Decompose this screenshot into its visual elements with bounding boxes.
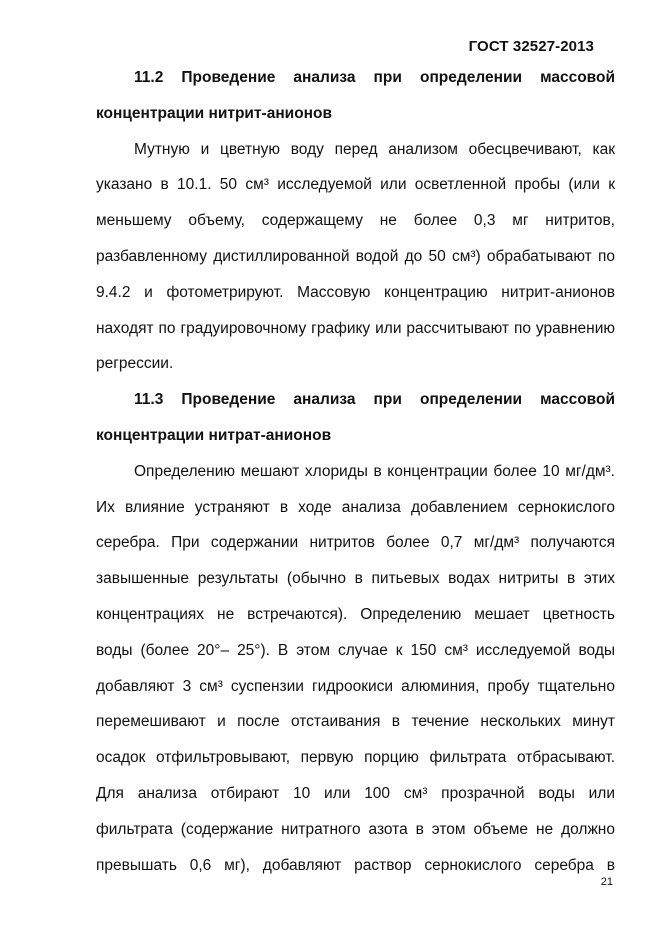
section-heading-line: 11.2 Проведение анализа при определении массовой [134, 69, 615, 86]
section-11-2 [96, 60, 615, 382]
section-heading-line: концентрации нитрит-анионов [96, 104, 333, 122]
paragraph-line: меньшему объему, содержащему не более 0,3 мг нитритов, [96, 212, 615, 230]
paragraph-line: перемешивают и после отстаивания в течение нескольких минут [96, 713, 615, 731]
paragraph-line: воды (более 20°– 25°). В этом случае к 150 см³ исследуемой воды [96, 641, 615, 659]
paragraph-line: Для анализа отбирают 10 или 100 см³ прозрачной воды или [96, 784, 615, 802]
section-11-3 [96, 382, 615, 883]
section-heading-line: 11.3 Проведение анализа при определении массовой [134, 391, 615, 409]
paragraph-line: Определению мешают хлориды в концентрации более 10 мг/дм³. [134, 462, 615, 480]
paragraph-line: указано в 10.1. 50 см³ исследуемой или осветленной пробы (или к [96, 176, 615, 194]
paragraph-line: находят по градуировочному графику или рассчитывают по уравнению [96, 319, 615, 337]
paragraph-line: концентрациях не встречаются). Определению мешает цветность [96, 605, 615, 623]
page-content [96, 60, 615, 883]
paragraph-line: Их влияние устраняют в ходе анализа добавлением сернокислого [96, 498, 615, 516]
paragraph-line: завышенные результаты (обычно в питьевых водах нитриты в этих [96, 570, 615, 588]
paragraph-line: добавляют 3 см³ суспензии гидроокиси алюминия, пробу тщательно [96, 677, 615, 695]
paragraph-line: регрессии. [96, 355, 174, 373]
section-heading-line: концентрации нитрат-анионов [96, 426, 332, 444]
paragraph-line: фильтрата (содержание нитратного азота в этом объеме не должно [96, 820, 615, 838]
paragraph-line: осадок отфильтровывают, первую порцию фильтрата отбрасывают. [96, 749, 615, 767]
paragraph-line: серебра. При содержании нитритов более 0,7 мг/дм³ получаются [96, 534, 615, 552]
document-code-header: ГОСТ 32527-2013 [468, 38, 594, 55]
paragraph-line: Мутную и цветную воду перед анализом обесцвечивают, как [134, 140, 615, 158]
paragraph-line: превышать 0,6 мг), добавляют раствор сернокислого серебра в [96, 856, 615, 874]
paragraph-line: 9.4.2 и фотометрируют. Массовую концентрацию нитрит-анионов [96, 283, 615, 301]
paragraph-line: разбавленному дистиллированной водой до 50 см³) обрабатывают по [96, 247, 615, 265]
page-number: 21 [600, 876, 613, 888]
